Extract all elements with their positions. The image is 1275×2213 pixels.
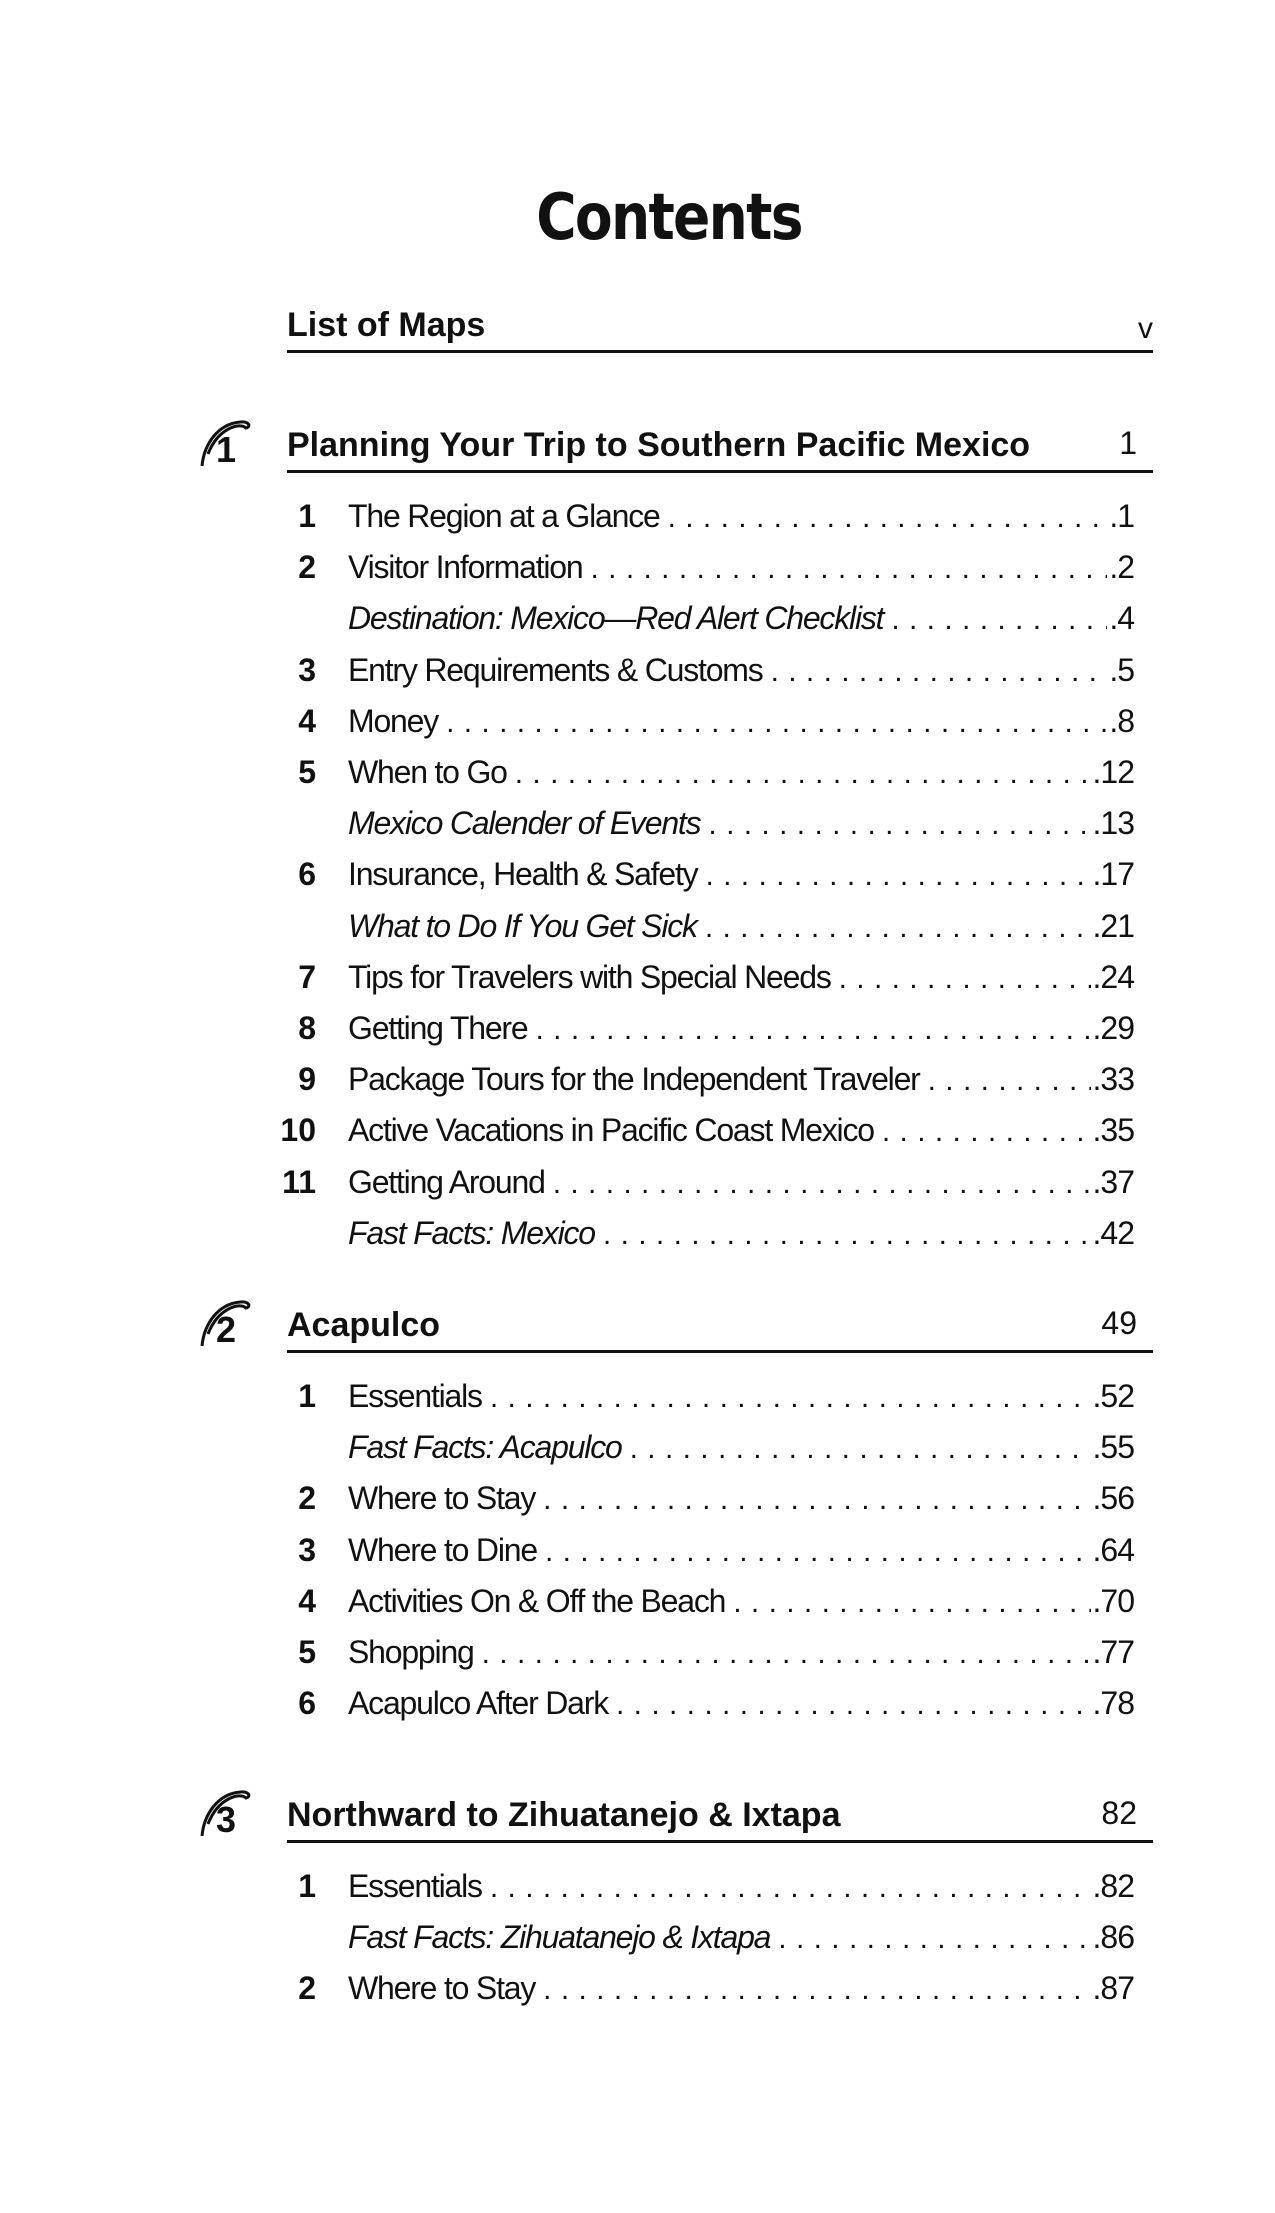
entry-number: 1 (298, 1868, 316, 1904)
entry-number: 9 (298, 1061, 316, 1098)
dot-leader (708, 803, 1090, 847)
page-title: Contents (536, 181, 802, 255)
chapter-number-badge (196, 414, 256, 474)
entry-label: Getting Around (348, 1163, 545, 1200)
dot-leader (543, 1968, 1090, 2012)
dot-leader (553, 1162, 1091, 1206)
dot-leader (591, 547, 1108, 591)
toc-entry[interactable] (0, 750, 1275, 794)
entry-page: .78 (1092, 1685, 1134, 1722)
entry-line (348, 494, 1134, 540)
entry-page: .82 (1092, 1868, 1134, 1904)
list-of-maps-label: List of Maps (287, 306, 486, 344)
entry-label: Mexico Calender of Events (348, 805, 701, 842)
dot-leader (668, 496, 1108, 540)
entry-page: .35 (1092, 1112, 1134, 1149)
entry-page: .37 (1092, 1163, 1134, 1200)
entry-label: Activities On & Off the Beach (348, 1582, 726, 1619)
toc-entry[interactable] (0, 1966, 1275, 2010)
entry-number: 6 (298, 1685, 316, 1722)
entry-label: Shopping (348, 1634, 474, 1670)
toc-feature-entry[interactable] (0, 596, 1275, 640)
entry-line (348, 1006, 1134, 1052)
toc-entry[interactable] (0, 1528, 1275, 1572)
entry-line (348, 1630, 1134, 1676)
entry-label: Getting There (348, 1010, 528, 1046)
dot-leader (778, 1917, 1090, 1961)
entry-line (348, 852, 1134, 898)
entry-page: .8 (1109, 702, 1134, 739)
entry-label: Where to Stay (348, 1480, 536, 1517)
toc-entry[interactable] (0, 648, 1275, 692)
entry-label: When to Go (348, 754, 507, 790)
entry-line (348, 1915, 1134, 1961)
entry-page: .17 (1092, 856, 1134, 893)
entry-page: .2 (1109, 549, 1134, 586)
entry-page: .56 (1092, 1480, 1134, 1517)
entry-line (348, 801, 1134, 847)
entry-label: What to Do If You Get Sick (348, 907, 697, 944)
toc-entry[interactable] (0, 1579, 1275, 1623)
entry-page: .4 (1109, 600, 1134, 637)
entry-line (348, 750, 1134, 796)
entry-line (348, 1476, 1134, 1522)
entry-line (348, 1579, 1134, 1625)
entry-page: .70 (1092, 1582, 1134, 1619)
chapter-title: Planning Your Trip to Southern Pacific Mexico (287, 426, 1031, 464)
entry-page: .29 (1092, 1010, 1134, 1046)
entry-number: 10 (280, 1112, 316, 1149)
entry-line (348, 1160, 1134, 1206)
entry-line (348, 1528, 1134, 1574)
entry-page: .5 (1109, 651, 1134, 688)
dot-leader (603, 1213, 1091, 1257)
dot-leader (705, 906, 1091, 950)
dot-leader (515, 752, 1091, 796)
entry-number: 2 (298, 1970, 316, 2007)
list-of-maps-heading[interactable] (287, 298, 1153, 353)
entry-number: 11 (282, 1163, 316, 1200)
entry-number: 8 (298, 1010, 316, 1046)
entry-line (348, 699, 1134, 745)
dot-leader (535, 1008, 1090, 1052)
entry-number: 1 (298, 498, 316, 534)
toc-feature-entry[interactable] (0, 1915, 1275, 1959)
toc-entry[interactable] (0, 1108, 1275, 1152)
entry-number: 4 (298, 702, 316, 739)
entry-line (348, 648, 1134, 694)
toc-entry[interactable] (0, 1630, 1275, 1674)
toc-feature-entry[interactable] (0, 1425, 1275, 1469)
entry-number: 6 (298, 856, 316, 893)
chapter-heading[interactable] (287, 1780, 1153, 1843)
entry-page: .24 (1092, 958, 1134, 995)
chapter-page: 1 (1119, 425, 1137, 461)
entry-page: .12 (1092, 754, 1134, 790)
toc-feature-entry[interactable] (0, 801, 1275, 845)
entry-page: .1 (1109, 498, 1134, 534)
dot-leader (482, 1632, 1091, 1676)
entry-label: Visitor Information (348, 549, 583, 586)
entry-label: Active Vacations in Pacific Coast Mexico (348, 1112, 874, 1149)
dot-leader (490, 1866, 1091, 1910)
entry-line (348, 1057, 1134, 1103)
entry-line (348, 1211, 1134, 1257)
toc-entry[interactable] (0, 852, 1275, 896)
chapter-number: 3 (216, 1799, 237, 1840)
entry-label: Entry Requirements & Customs (348, 651, 763, 688)
chapter-number: 1 (216, 429, 237, 470)
entry-page: .77 (1092, 1634, 1134, 1670)
dot-leader (490, 1376, 1091, 1420)
entry-number: 3 (298, 1531, 316, 1568)
entry-label: Destination: Mexico—Red Alert Checklist (348, 600, 884, 637)
entry-page: .64 (1092, 1531, 1134, 1568)
entry-number: 5 (298, 1634, 316, 1670)
entry-page: .33 (1092, 1061, 1134, 1098)
chapter-number-badge (196, 1784, 256, 1844)
entry-line (348, 1864, 1134, 1910)
chapter-number: 2 (216, 1309, 237, 1350)
dot-leader (733, 1581, 1090, 1625)
entry-number: 5 (298, 754, 316, 790)
dot-leader (446, 701, 1107, 745)
dot-leader (891, 598, 1107, 642)
entry-label: Where to Dine (348, 1531, 537, 1568)
entry-number: 1 (298, 1378, 316, 1414)
dot-leader (705, 854, 1090, 898)
entry-page: .42 (1092, 1214, 1134, 1251)
entry-line (348, 1966, 1134, 2012)
entry-label: Fast Facts: Zihuatanejo & Ixtapa (348, 1919, 771, 1956)
entry-number: 4 (298, 1582, 316, 1619)
dot-leader (771, 650, 1108, 694)
entry-label: Essentials (348, 1378, 482, 1414)
entry-line (348, 545, 1134, 591)
entry-label: Tips for Travelers with Special Needs (348, 958, 831, 995)
entry-label: Insurance, Health & Safety (348, 856, 698, 893)
list-of-maps-page: v (1138, 312, 1153, 345)
entry-label: Acapulco After Dark (348, 1685, 608, 1722)
dot-leader (616, 1683, 1091, 1727)
entry-line (348, 596, 1134, 642)
entry-page: .13 (1092, 805, 1134, 842)
toc-feature-entry[interactable] (0, 904, 1275, 948)
entry-line (348, 1425, 1134, 1471)
toc-entry[interactable] (0, 545, 1275, 589)
dot-leader (928, 1059, 1091, 1103)
toc-entry[interactable] (0, 1864, 1275, 1908)
toc-entry[interactable] (0, 955, 1275, 999)
entry-number: 7 (298, 958, 316, 995)
chapter-title: Acapulco (287, 1306, 441, 1344)
toc-entry[interactable] (0, 1057, 1275, 1101)
entry-page: .21 (1092, 907, 1134, 944)
entry-label: Where to Stay (348, 1970, 536, 2007)
entry-line (348, 1108, 1134, 1154)
dot-leader (882, 1110, 1091, 1154)
entry-line (348, 1374, 1134, 1420)
toc-entry[interactable] (0, 1006, 1275, 1050)
dot-leader (543, 1478, 1090, 1522)
entry-label: Fast Facts: Mexico (348, 1214, 595, 1251)
entry-label: Package Tours for the Independent Traveler (348, 1061, 920, 1098)
entry-line (348, 955, 1134, 1001)
toc-entry[interactable] (0, 494, 1275, 538)
entry-label: Money (348, 702, 439, 739)
toc-feature-entry[interactable] (0, 1211, 1275, 1255)
entry-number: 2 (298, 1480, 316, 1517)
chapter-heading[interactable] (287, 1290, 1153, 1353)
toc-entry[interactable] (0, 1160, 1275, 1204)
chapter-number-badge (196, 1294, 256, 1354)
toc-entry[interactable] (0, 1476, 1275, 1520)
chapter-heading[interactable] (287, 410, 1153, 473)
dot-leader (630, 1427, 1091, 1471)
toc-entry[interactable] (0, 1681, 1275, 1725)
entry-line (348, 1681, 1134, 1727)
entry-label: Essentials (348, 1868, 482, 1904)
chapter-page: 82 (1101, 1795, 1137, 1831)
dot-leader (545, 1530, 1091, 1574)
entry-line (348, 904, 1134, 950)
entry-number: 3 (298, 651, 316, 688)
entry-page: .52 (1092, 1378, 1134, 1414)
entry-label: The Region at a Glance (348, 498, 660, 534)
entry-page: .55 (1092, 1429, 1134, 1466)
entry-number: 2 (298, 549, 316, 586)
chapter-title: Northward to Zihuatanejo & Ixtapa (287, 1796, 841, 1834)
toc-entry[interactable] (0, 699, 1275, 743)
entry-page: .86 (1092, 1919, 1134, 1956)
entry-page: .87 (1092, 1970, 1134, 2007)
chapter-page: 49 (1101, 1305, 1137, 1341)
entry-label: Fast Facts: Acapulco (348, 1429, 622, 1466)
dot-leader (839, 957, 1091, 1001)
toc-entry[interactable] (0, 1374, 1275, 1418)
